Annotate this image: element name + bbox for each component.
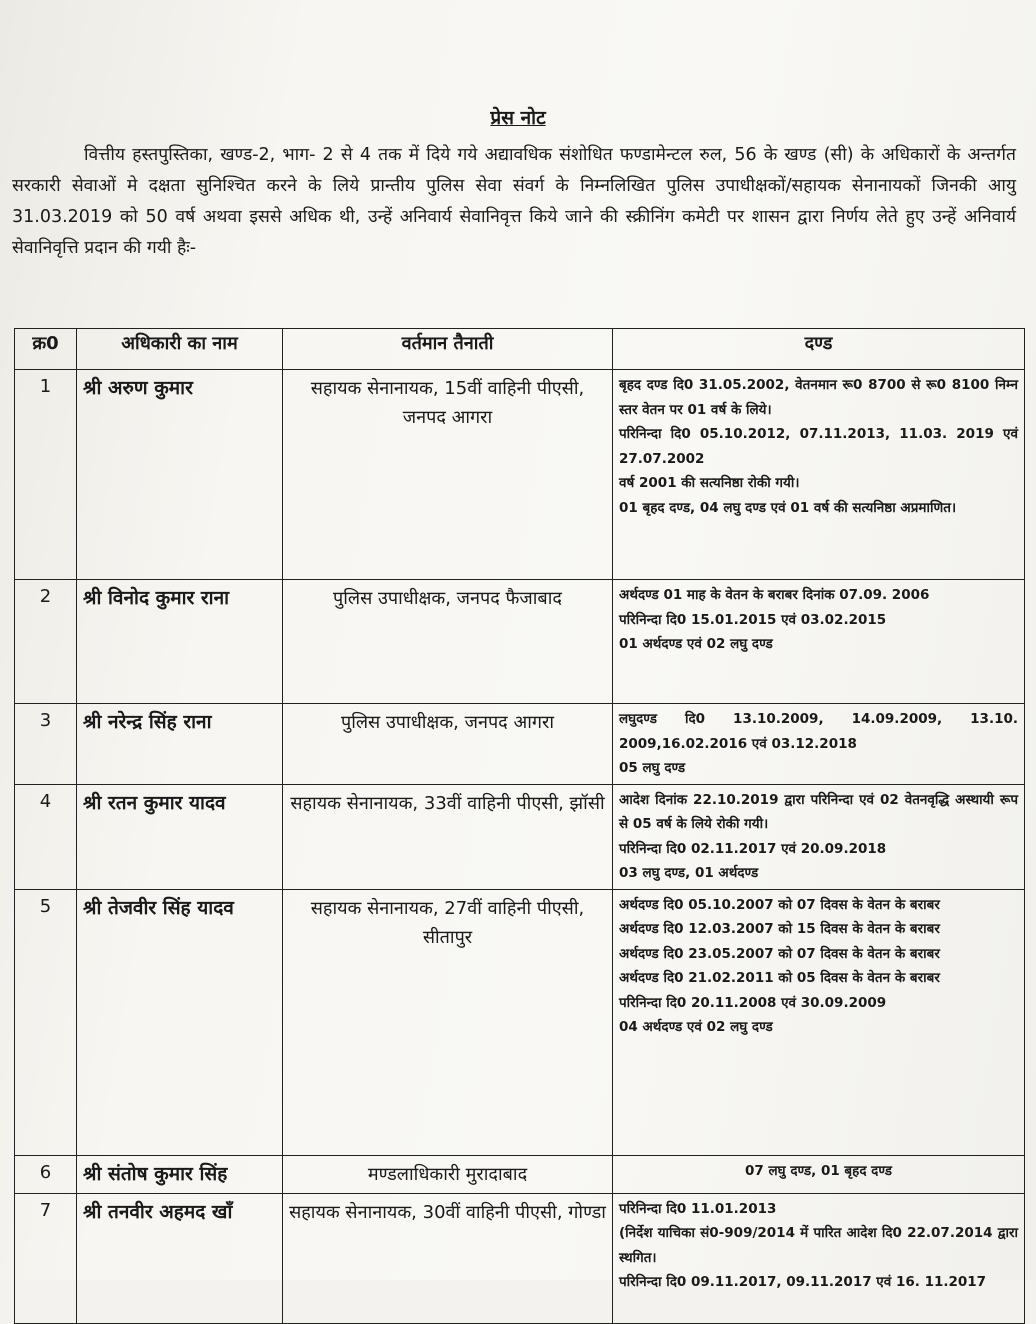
penalty-line: परिनिन्दा दि0 05.10.2012, 07.11.2013, 11.03. 2019 एवं 27.07.2002 bbox=[619, 426, 1018, 467]
current-posting-cell: मण्डलाधिकारी मुरादाबाद bbox=[283, 1155, 613, 1193]
current-posting-cell: सहायक सेनानायक, 15वीं वाहिनी पीएसी, जनपद आगरा bbox=[283, 370, 613, 580]
officers-table bbox=[14, 328, 1025, 1324]
penalty-line: 03 लघु दण्ड, 01 अर्थदण्ड bbox=[619, 865, 759, 881]
penalty-line: अर्थदण्ड दि0 05.10.2007 को 07 दिवस के वेतन के बराबर bbox=[619, 896, 940, 913]
officer-name-cell: श्री विनोद कुमार राना bbox=[77, 580, 283, 704]
officer-name-cell: श्री तेजवीर सिंह यादव bbox=[77, 889, 283, 1155]
penalty-line: परिनिन्दा दि0 11.01.2013 bbox=[619, 1200, 777, 1217]
penalty-line: 05 लघु दण्ड bbox=[619, 760, 686, 776]
penalty-line: आदेश दिनांक 22.10.2019 द्वारा परिनिन्दा एवं 02 वेतनवृद्धि अस्थायी रूप से 05 वर्ष के लिये रोकी गयी। bbox=[619, 791, 1018, 832]
press-note-title: प्रेस नोट bbox=[490, 107, 546, 129]
penalty-line: परिनिन्दा दि0 15.01.2015 एवं 03.02.2015 bbox=[619, 611, 887, 628]
serial-number-cell: 2 bbox=[15, 580, 77, 704]
penalty-line: वर्ष 2001 की सत्यनिष्ठा रोकी गयी। bbox=[619, 475, 800, 491]
current-posting-cell: पुलिस उपाधीक्षक, जनपद फैजाबाद bbox=[283, 580, 613, 704]
penalty-line: 04 अर्थदण्ड एवं 02 लघु दण्ड bbox=[619, 1019, 773, 1035]
penalty-line: (निर्देश याचिका सं0-909/2014 में पारित आदेश दि0 22.07.2014 द्वारा स्थगित। bbox=[619, 1225, 1018, 1266]
penalty-line: अर्थदण्ड दि0 23.05.2007 को 07 दिवस के वेतन के बराबर bbox=[619, 945, 940, 962]
current-posting-cell: पुलिस उपाधीक्षक, जनपद आगरा bbox=[283, 704, 613, 785]
header-officer-name: अधिकारी का नाम bbox=[77, 329, 283, 370]
penalty-line: 01 अर्थदण्ड एवं 02 लघु दण्ड bbox=[619, 636, 773, 652]
penalty-cell bbox=[613, 784, 1025, 889]
penalty-line: परिनिन्दा दि0 09.11.2017, 09.11.2017 एवं 16. 11.2017 bbox=[619, 1274, 987, 1290]
header-current-posting: वर्तमान तैनाती bbox=[283, 329, 613, 370]
current-posting-cell: सहायक सेनानायक, 30वीं वाहिनी पीएसी, गोण्डा bbox=[283, 1193, 613, 1323]
penalty-line: अर्थदण्ड 01 माह के वेतन के बराबर दिनांक 07.09. 2006 bbox=[619, 587, 930, 603]
serial-number-cell: 7 bbox=[15, 1193, 77, 1323]
officer-name-cell: श्री रतन कुमार यादव bbox=[77, 784, 283, 889]
current-posting-cell: सहायक सेनानायक, 33वीं वाहिनी पीएसी, झॉसी bbox=[283, 784, 613, 889]
penalty-line: 07 लघु दण्ड, 01 बृहद दण्ड bbox=[745, 1162, 892, 1179]
penalty-line: अर्थदण्ड दि0 12.03.2007 को 15 दिवस के वेतन के बराबर bbox=[619, 921, 940, 937]
header-penalty: दण्ड bbox=[613, 329, 1025, 370]
penalty-cell bbox=[613, 1193, 1025, 1323]
officer-name-cell: श्री नरेन्द्र सिंह राना bbox=[77, 704, 283, 785]
officer-name-cell: श्री अरुण कुमार bbox=[77, 370, 283, 580]
penalty-cell bbox=[613, 580, 1025, 704]
officer-name-cell: श्री संतोष कुमार सिंह bbox=[77, 1155, 283, 1193]
table-row bbox=[15, 784, 1025, 889]
header-serial: क्र0 bbox=[15, 329, 77, 370]
penalty-line: बृहद दण्ड दि0 31.05.2002, वेतनमान रू0 8700 से रू0 8100 निम्न स्तर वेतन पर 01 वर्ष के लिये। bbox=[619, 377, 1018, 418]
table-row bbox=[15, 889, 1025, 1155]
penalty-line: 01 बृहद दण्ड, 04 लघु दण्ड एवं 01 वर्ष की सत्यनिष्ठा अप्रमाणित। bbox=[619, 499, 957, 516]
current-posting-cell: सहायक सेनानायक, 27वीं वाहिनी पीएसी, सीतापुर bbox=[283, 889, 613, 1155]
intro-paragraph: वित्तीय हस्तपुस्तिका, खण्ड-2, भाग- 2 से 4 तक में दिये गये अद्यावधिक संशोधित फण्डामेन्टल रुल, 56 के खण्ड (सी) के अधिकारों के अन्तर्गत सरकारी सेवाओं मे दक्षता सुनिश्चित करने के लिये प्रान्तीय पुलिस सेवा संवर्ग के निम्नलिखित पुलिस उपाधीक्षकों/सहायक सेनानायकों जिनकी आयु 31.03.2019 को 50 वर्ष अथवा इससे अधिक थी, उन्हें अनिवार्य सेवानिवृत्त किये जाने की स्क्रीनिंग कमेटी पर शासन द्वारा निर्णय लेते हुए उन्हें अनिवार्य सेवानिवृत्ति प्रदान की गयी हैः- bbox=[12, 145, 1016, 258]
table-row bbox=[15, 370, 1025, 580]
serial-number-cell: 3 bbox=[15, 704, 77, 785]
serial-number-cell: 4 bbox=[15, 784, 77, 889]
penalty-line: परिनिन्दा दि0 02.11.2017 एवं 20.09.2018 bbox=[619, 840, 887, 857]
serial-number-cell: 1 bbox=[15, 370, 77, 580]
penalty-line: अर्थदण्ड दि0 21.02.2011 को 05 दिवस के वेतन के बराबर bbox=[619, 970, 940, 986]
officer-name-cell: श्री तनवीर अहमद खॉं bbox=[77, 1193, 283, 1323]
table-row bbox=[15, 1193, 1025, 1323]
table-row bbox=[15, 1155, 1025, 1193]
penalty-cell bbox=[613, 889, 1025, 1155]
penalty-cell bbox=[613, 370, 1025, 580]
serial-number-cell: 6 bbox=[15, 1155, 77, 1193]
penalty-cell bbox=[613, 704, 1025, 785]
serial-number-cell: 5 bbox=[15, 889, 77, 1155]
penalty-cell bbox=[613, 1155, 1025, 1193]
penalty-line: लघुदण्ड दि0 13.10.2009, 14.09.2009, 13.10. 2009,16.02.2016 एवं 03.12.2018 bbox=[619, 711, 1018, 752]
table-row bbox=[15, 580, 1025, 704]
table-row bbox=[15, 704, 1025, 785]
penalty-line: परिनिन्दा दि0 20.11.2008 एवं 30.09.2009 bbox=[619, 994, 887, 1011]
table-header-row bbox=[15, 329, 1025, 370]
